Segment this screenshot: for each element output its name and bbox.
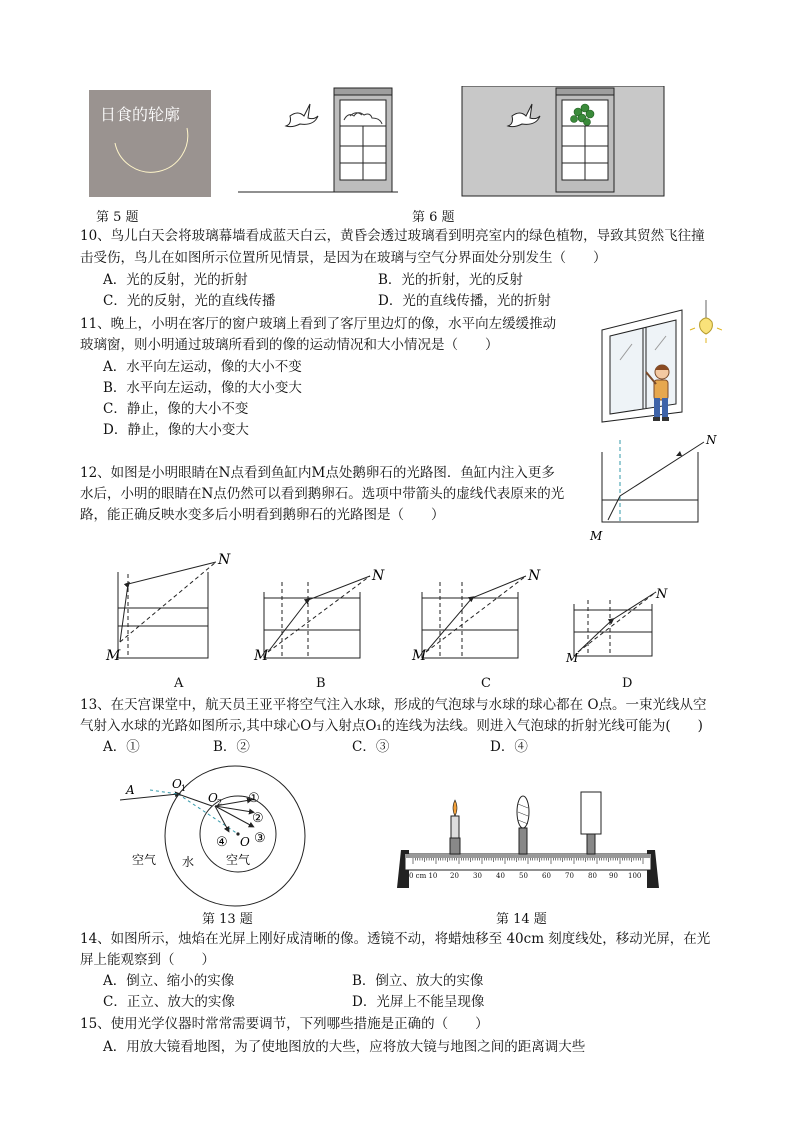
fig5-caption: 第 5 题 bbox=[96, 210, 139, 225]
q12-option-diagrams bbox=[100, 548, 670, 676]
svg-text:20: 20 bbox=[450, 872, 459, 880]
eclipse-label: 日食的轮廓 bbox=[100, 105, 181, 124]
q12-option-a-diagram bbox=[105, 552, 231, 664]
q14-option-b[interactable]: B．倒立、放大的实像 bbox=[352, 973, 484, 989]
svg-text:100: 100 bbox=[628, 872, 642, 880]
svg-text:A: A bbox=[126, 783, 135, 797]
q10-option-b[interactable]: B．光的折射，光的反射 bbox=[378, 272, 523, 288]
ruler-labels bbox=[409, 872, 641, 880]
svg-text:40: 40 bbox=[496, 872, 505, 880]
q13-option-a[interactable]: A．① bbox=[103, 739, 140, 755]
q12-option-c-diagram bbox=[411, 568, 541, 664]
q12-label-b[interactable]: B bbox=[316, 676, 326, 691]
q10-option-c[interactable]: C．光的反射，光的直线传播 bbox=[103, 293, 276, 309]
eclipse-figure bbox=[89, 90, 211, 197]
svg-text:空气: 空气 bbox=[226, 853, 251, 867]
q12-main-light-path-figure bbox=[588, 430, 718, 545]
crescent-sun-icon bbox=[89, 90, 211, 197]
q14-option-d[interactable]: D．光屏上不能呈现像 bbox=[352, 994, 485, 1010]
svg-text:60: 60 bbox=[542, 872, 551, 880]
svg-text:0 cm 10: 0 cm 10 bbox=[409, 872, 438, 880]
svg-text:1: 1 bbox=[181, 784, 187, 793]
svg-text:空气: 空气 bbox=[132, 853, 157, 867]
q12-stem-line2: 水后，小明的眼睛在N点仍然可以看到鹅卵石。选项中带箭头的虚线代表原来的光 bbox=[80, 486, 565, 502]
q15-stem-line1: 15、使用光学仪器时常常需要调节，下列哪些措施是正确的（ ） bbox=[80, 1016, 489, 1032]
q13-stem-line2: 气射入水球的光路如图所示,其中球心O与入射点O₁的连线为法线。则进入气泡球的折射光线可能为( ) bbox=[80, 718, 703, 734]
q10-option-d[interactable]: D．光的直线传播，光的折射 bbox=[378, 293, 551, 309]
q13-option-c[interactable]: C．③ bbox=[352, 739, 390, 755]
q12-label-c[interactable]: C bbox=[481, 676, 491, 691]
svg-text:②: ② bbox=[252, 811, 264, 826]
q14-option-a[interactable]: A．倒立、缩小的实像 bbox=[103, 973, 235, 989]
q11-option-a[interactable]: A．水平向左运动，像的大小不变 bbox=[103, 359, 302, 375]
svg-text:M: M bbox=[254, 648, 269, 664]
svg-text:水: 水 bbox=[182, 855, 195, 869]
svg-text:80: 80 bbox=[588, 872, 597, 880]
svg-text:30: 30 bbox=[473, 872, 482, 880]
svg-text:M: M bbox=[412, 648, 427, 664]
svg-text:O: O bbox=[208, 791, 218, 805]
q12-option-b-diagram bbox=[253, 568, 385, 664]
svg-text:N: N bbox=[656, 587, 668, 602]
q12-stem-line1: 12、如图是小明眼睛在N点看到鱼缸内M点处鹅卵石的光路图．鱼缸内注入更多 bbox=[80, 465, 555, 481]
q12-label-d[interactable]: D bbox=[622, 676, 633, 691]
q13-option-b[interactable]: B．② bbox=[213, 739, 250, 755]
svg-text:③: ③ bbox=[254, 831, 266, 846]
svg-text:O: O bbox=[240, 835, 250, 849]
q11-stem-line2: 玻璃窗，则小明通过玻璃所看到的像的运动情况和大小情况是（ ） bbox=[80, 337, 499, 353]
svg-text:①: ① bbox=[248, 791, 260, 806]
svg-text:90: 90 bbox=[609, 872, 618, 880]
q12-main-m-label: M bbox=[590, 529, 603, 543]
q13-stem-line1: 13、在天宫课堂中，航天员王亚平将空气注入水球，形成的气泡球与水球的球心都在 O点。一束光线从空 bbox=[80, 697, 707, 713]
q13-water-ball-figure bbox=[120, 764, 340, 908]
q12-option-d-diagram bbox=[565, 587, 668, 665]
q11-window-child-figure bbox=[600, 300, 722, 430]
svg-text:70: 70 bbox=[565, 872, 574, 880]
svg-text:N: N bbox=[528, 568, 541, 584]
q15-option-a[interactable]: A．用放大镜看地图，为了使地图放的大些，应将放大镜与地图之间的距离调大些 bbox=[103, 1039, 586, 1055]
svg-text:N: N bbox=[218, 552, 231, 568]
svg-text:2: 2 bbox=[217, 798, 223, 807]
q14-caption: 第 14 题 bbox=[496, 912, 547, 927]
q11-option-b[interactable]: B．水平向左运动，像的大小变大 bbox=[103, 380, 302, 396]
q11-stem-line1: 11、晚上，小明在客厅的窗户玻璃上看到了客厅里边灯的像，水平向左缓缓推动 bbox=[80, 316, 557, 332]
svg-text:④: ④ bbox=[216, 835, 228, 850]
q12-main-n-label: N bbox=[706, 433, 717, 447]
q11-option-c[interactable]: C．静止，像的大小不变 bbox=[103, 401, 249, 417]
fig6-caption: 第 6 题 bbox=[412, 210, 455, 225]
svg-text:M: M bbox=[566, 651, 579, 665]
q10-stem-line2: 击受伤，鸟儿在如图所示位置所见情景，是因为在玻璃与空气分界面处分别发生（ ） bbox=[80, 250, 607, 266]
q12-stem-line3: 路，能正确反映水变多后小明看到鹅卵石的光路图是（ ） bbox=[80, 507, 445, 523]
svg-text:O: O bbox=[172, 777, 182, 791]
q12-label-a[interactable]: A bbox=[174, 676, 184, 691]
svg-text:50: 50 bbox=[519, 872, 528, 880]
q13-option-d[interactable]: D．④ bbox=[490, 739, 528, 755]
svg-text:N: N bbox=[372, 568, 385, 584]
q14-stem-line2: 屏上能观察到（ ） bbox=[80, 952, 215, 968]
fig6-bird-window bbox=[238, 86, 668, 198]
q14-optical-bench-figure bbox=[395, 790, 660, 896]
q10-stem-line1: 10、鸟儿白天会将玻璃幕墙看成蓝天白云，黄昏会透过玻璃看到明亮室内的绿色植物，导致其贸然飞往撞 bbox=[80, 228, 705, 244]
q10-option-a[interactable]: A．光的反射，光的折射 bbox=[103, 272, 248, 288]
q11-option-d[interactable]: D．静止，像的大小变大 bbox=[103, 422, 249, 438]
q13-caption: 第 13 题 bbox=[202, 912, 253, 927]
q14-option-c[interactable]: C．正立、放大的实像 bbox=[103, 994, 235, 1010]
svg-text:M: M bbox=[106, 648, 121, 664]
q14-stem-line1: 14、如图所示，烛焰在光屏上刚好成清晰的像。透镜不动，将蜡烛移至 40cm 刻度线处，移动光屏，在光 bbox=[80, 931, 711, 947]
